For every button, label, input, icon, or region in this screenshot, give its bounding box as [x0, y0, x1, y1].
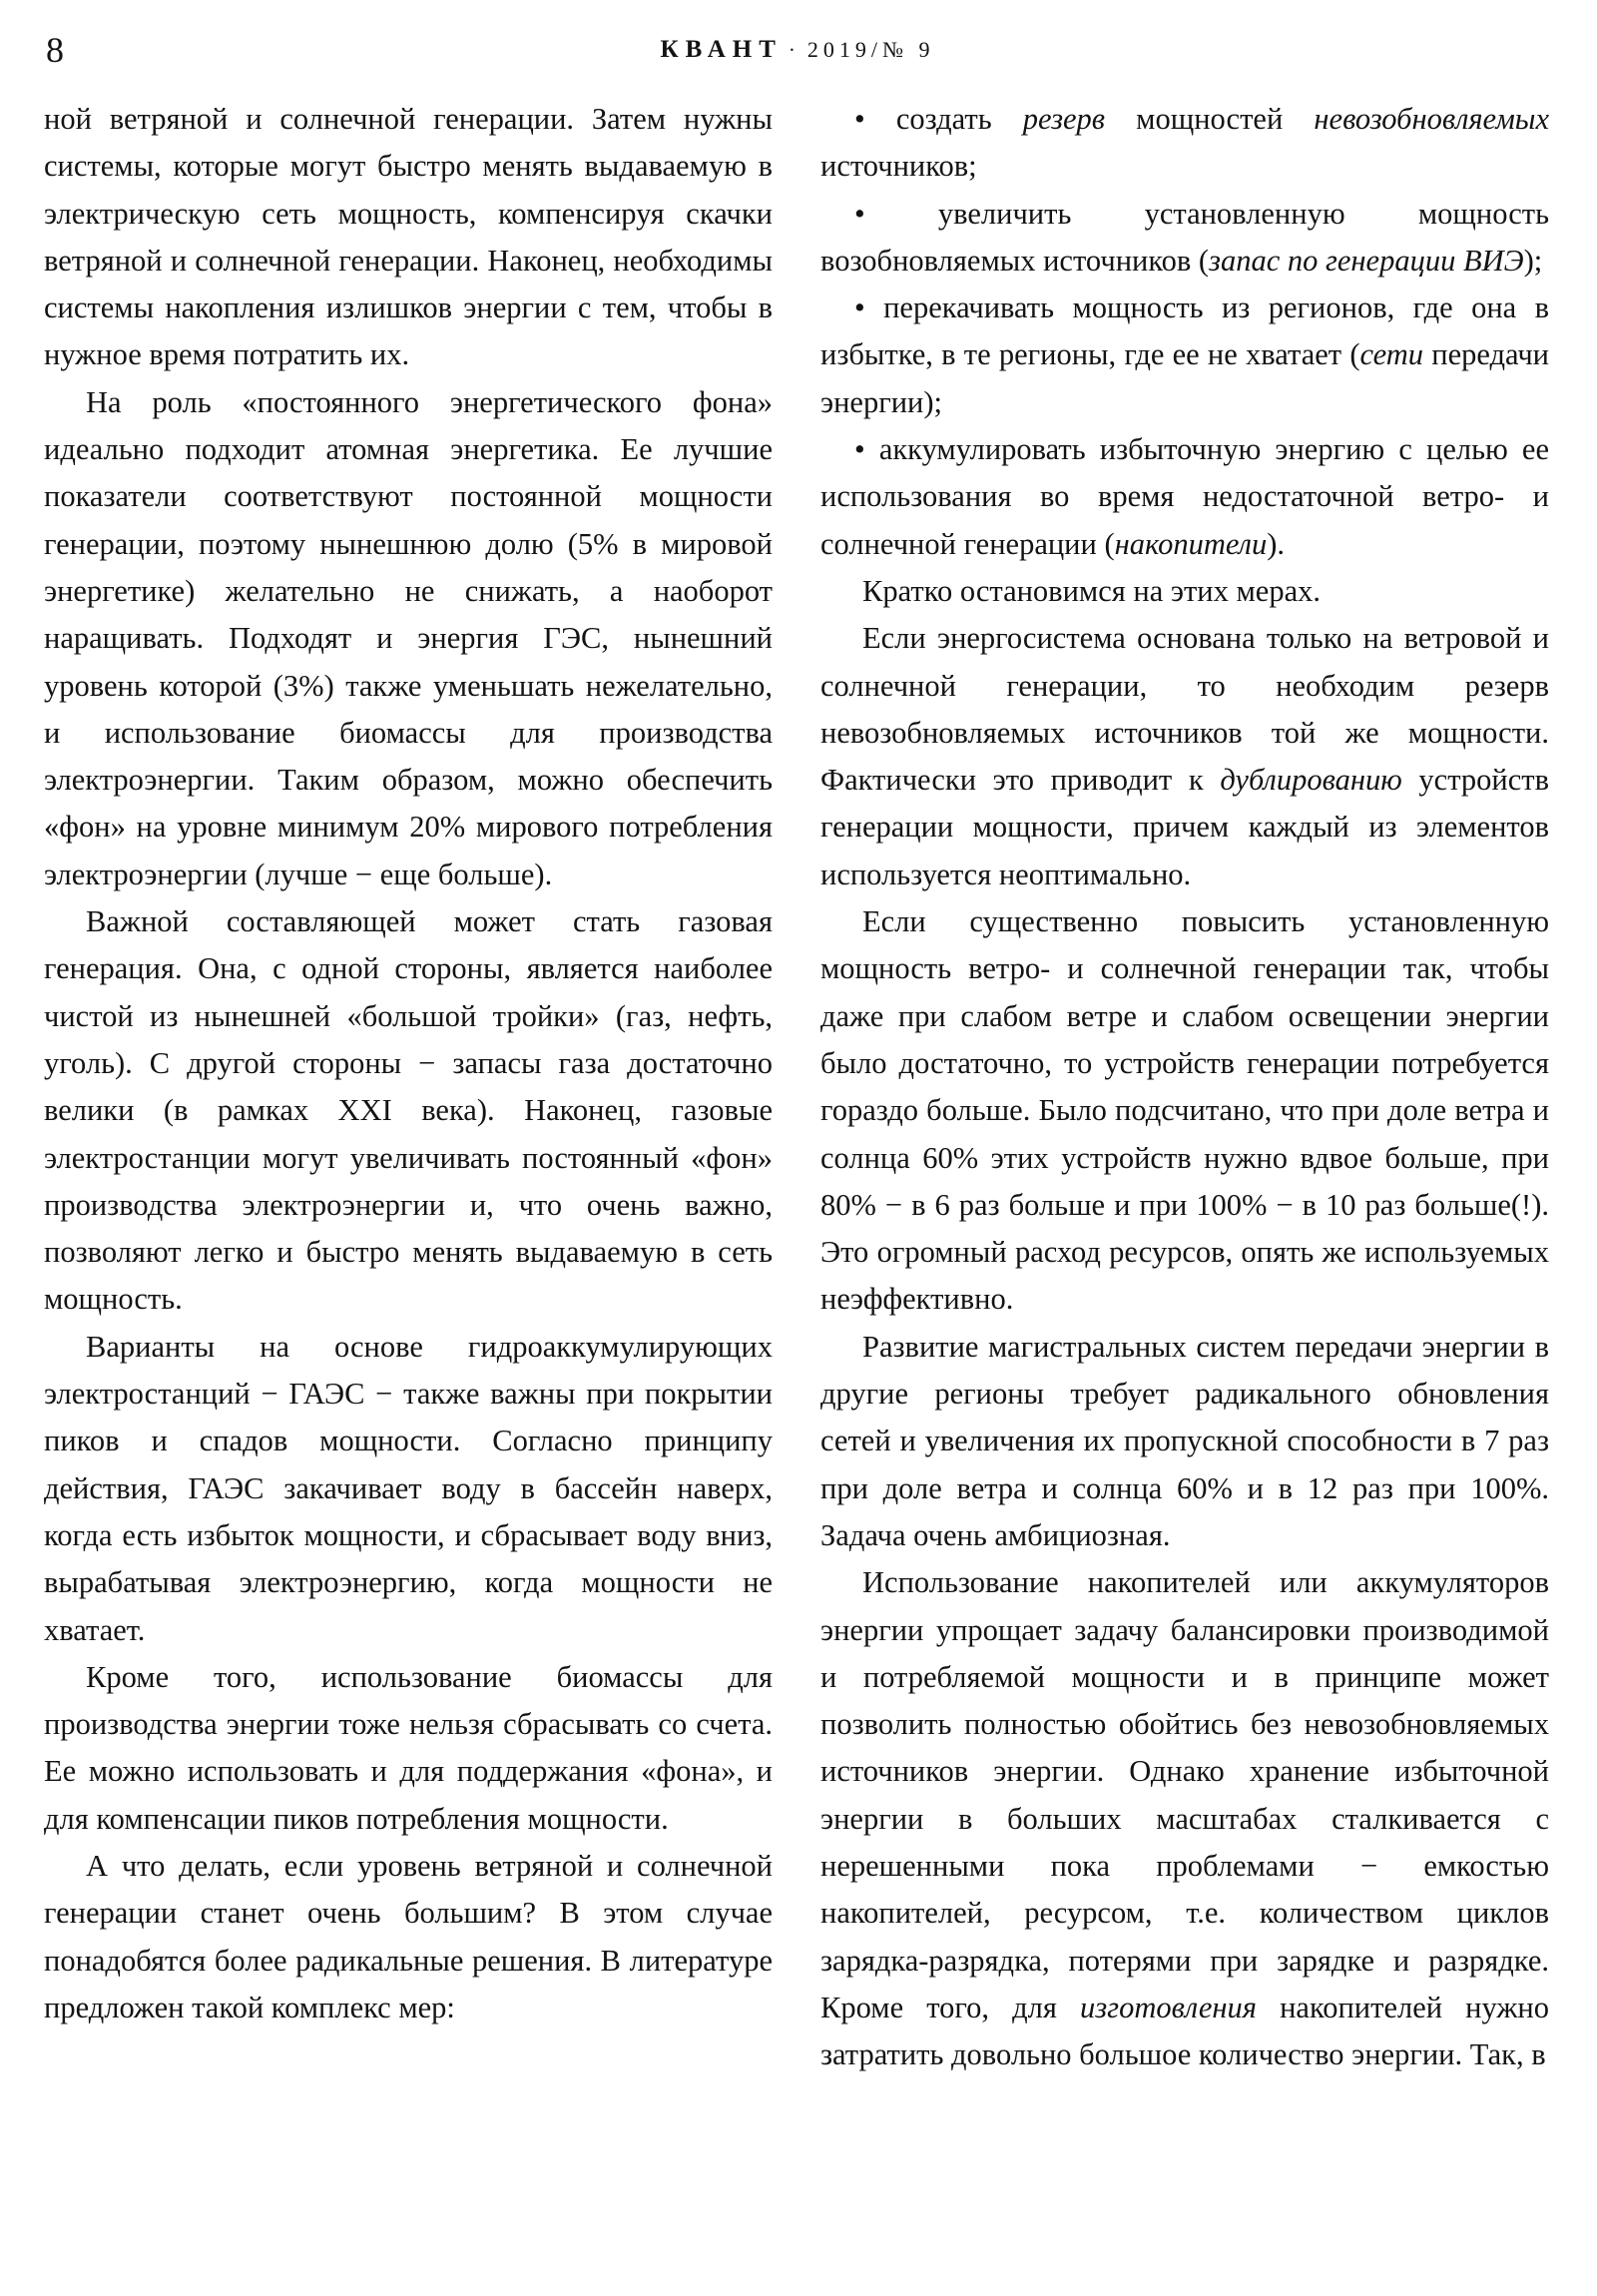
bullet-marker-icon: • — [854, 196, 938, 231]
page-number: 8 — [46, 30, 64, 70]
paragraph: Варианты на основе гидроаккумулирующих электростанций − ГАЭС − также важны при покрытии пиков и спадов мощности. Согласно принципу действия, ГАЭС закачивает воду в бассейн наверх, когда есть избыток мощности, и сбрасывает воду вниз, вырабатывая электроэнергию, когда мощности не хватает. — [44, 1329, 773, 1647]
issue-label: 2019/№ 9 — [806, 37, 935, 62]
text-run: Кратко остановимся на этих мерах. — [862, 573, 1321, 608]
running-head-separator: · — [788, 38, 801, 62]
paragraph: На роль «постоянного энергетического фона» идеально подходит атомная энергетика. Ее лучшие показатели соответствуют постоянной мощности генерации, поэтому нынешнюю долю (5% в мировой энергетике) желательно не снижать, а наоборот наращивать. Подходят и энергия ГЭС, нынешний уровень которой (3%) также уменьшать нежелательно, и использование биомассы для производства электроэнергии. Таким образом, можно обеспечить «фон» на уровне минимум 20% мирового потребления электроэнергии (лучше − еще больше). — [44, 384, 773, 891]
text-run: устройств генерации мощности, причем каждый из элементов используется неоптимально. — [820, 763, 1550, 891]
emphasis-term: запас по генерации ВИЭ — [1209, 243, 1524, 278]
emphasis-term: изготовления — [1080, 1990, 1257, 2024]
running-head — [44, 28, 1551, 86]
text-run: аккумулировать избыточную энергию с целью ее использования во время недостаточной ветро- и солнечной генерации ( — [820, 432, 1550, 561]
bullet-marker-icon: • — [854, 290, 884, 325]
text-run: ). — [1267, 526, 1285, 561]
journal-title: КВАНТ — [660, 36, 783, 63]
text-run: ); — [1523, 243, 1543, 278]
two-column-body — [44, 96, 1551, 2078]
paragraph — [820, 615, 1549, 898]
paragraph — [820, 1559, 1549, 2078]
paragraph — [820, 898, 1549, 1324]
text-run: Использование накопителей или аккумуляторов энергии упрощает задачу балансировки производимой и потребляемой мощности и в принципе может позволить полностью обойтись без невозобновляемых источников энергии. Однако хранение избыточной энергии в больших масштабах сталкивается с нерешенными пока проблемами − емкостью накопителей, ресурсом, т.е. количеством циклов зарядка-разрядка, потерями при зарядке и разрядке. Кроме того, для — [820, 1565, 1549, 2024]
text-run: Развитие магистральных систем передачи энергии в другие регионы требует радикального обновления сетей и увеличения их пропускной способности в 7 раз при доле ветра и солнца 60% и в 12 раз при 100%. Задача очень амбициозная. — [820, 1329, 1549, 1552]
paragraph — [820, 568, 1549, 615]
paragraph: Кроме того, использование биомассы для производства энергии тоже нельзя сбрасывать со счета. Ее можно использовать и для поддержания «фона», и для компенсации пиков потребления мощности. — [44, 1659, 773, 1836]
bullet-item — [820, 96, 1549, 191]
bullet-marker-icon: • — [854, 102, 896, 136]
emphasis-term: резерв — [1022, 102, 1106, 136]
paragraph: ной ветряной и солнечной генерации. Затем нужны системы, которые могут быстро менять выдаваемую в электрическую сеть мощность, компенсируя скачки ветряной и солнечной генерации. Наконец, необходимы системы накопления излишков энергии с тем, чтобы в нужное время потратить их. — [44, 102, 773, 372]
text-run: увеличить установленную мощность возобновляемых источников ( — [820, 196, 1549, 278]
running-head-center — [44, 36, 1551, 64]
emphasis-term: невозобновляемых — [1314, 102, 1549, 136]
text-run: создать — [895, 102, 1023, 136]
paragraph: А что делать, если уровень ветряной и солнечной генерации станет очень большим? В этом случае понадобятся более радикальные решения. В литературе предложен такой комплекс мер: — [44, 1848, 773, 2024]
text-run: Если существенно повысить установленную мощность ветро- и солнечной генерации так, чтобы даже при слабом ветре и слабом освещении энергии было достаточно, то устройств генерации потребуется гораздо больше. Было подсчитано, что при доле ветра и солнца 60% этих устройств нужно вдвое больше, при 80% − в 6 раз больше и при 100% − в 10 раз больше(!). Это огромный расход ресурсов, опять же используемых неэффективно. — [820, 904, 1549, 1317]
emphasis-term: дублированию — [1220, 763, 1402, 798]
text-run: Если энергосистема основана только на ветровой и солнечной генерации, то необходим резерв невозобновляемых источников той же мощности. Фактически это приводит к — [820, 621, 1549, 798]
emphasis-term: сети — [1359, 337, 1424, 372]
bullet-item — [820, 191, 1549, 286]
bullet-marker-icon: • — [854, 432, 879, 467]
bullet-item — [820, 426, 1549, 568]
paragraph — [820, 1324, 1549, 1559]
text-run: передачи энергии); — [820, 337, 1549, 419]
text-run: источников; — [820, 149, 977, 184]
emphasis-term: накопители — [1114, 526, 1268, 561]
left-column — [44, 96, 773, 2078]
text-run: мощностей — [1105, 102, 1315, 136]
bullet-item — [820, 285, 1549, 426]
paragraph: Важной составляющей может стать газовая генерация. Она, с одной стороны, является наиболее чистой из нынешней «большой тройки» (газ, нефть, уголь). С другой стороны − запасы газа достаточно велики (в рамках XXI века). Наконец, газовые электростанции могут увеличивать постоянный «фон» производства электроэнергии и, что очень важно, позволяют легко и быстро менять выдаваемую в сеть мощность. — [44, 904, 773, 1317]
right-column — [820, 96, 1549, 2078]
text-run: накопителей нужно затратить довольно большое количество энергии. Так, в — [820, 1990, 1549, 2072]
text-run: перекачивать мощность из регионов, где она в избытке, в те регионы, где ее не хватает ( — [820, 290, 1549, 372]
